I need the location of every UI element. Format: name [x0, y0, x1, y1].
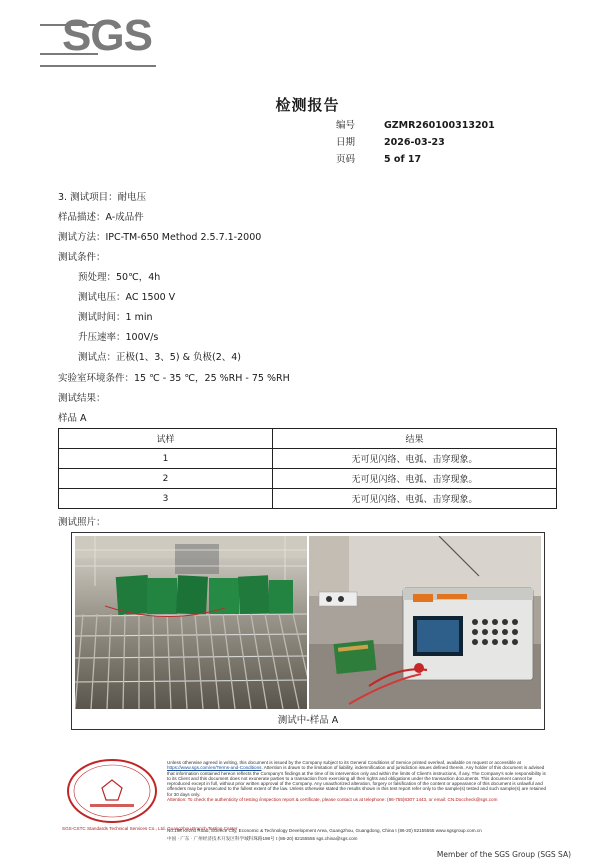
sample-label: 样品 A [58, 413, 87, 424]
report-date-row [336, 134, 445, 148]
seal-stamp [62, 756, 162, 826]
table-header-row [59, 429, 557, 449]
page-number-label: 页码 [336, 154, 356, 165]
disclaimer [167, 760, 547, 802]
ramp-rate: 升压速率：100V/s [78, 332, 159, 343]
terms-link[interactable]: https://www.sgs.com/en/Terms-and-Conditions [167, 765, 262, 771]
result-cell: 无可见闪络、电弧、击穿现象。 [273, 489, 557, 509]
specimen-cell: 1 [59, 449, 273, 469]
test-voltage: 测试电压：AC 1500 V [78, 292, 176, 303]
table-row [59, 469, 557, 489]
sgs-logo-text: SGS [62, 11, 152, 60]
test-item: 3. 测试项目：耐电压 [58, 192, 147, 203]
report-number-label: 编号 [336, 120, 356, 131]
report-date-label: 日期 [336, 137, 356, 148]
column-header-result: 结果 [273, 429, 557, 449]
page-number-row [336, 151, 421, 165]
result-cell: 无可见闪络、电弧、击穿现象。 [273, 469, 557, 489]
sample-description: 样品描述：A-成品件 [58, 212, 144, 223]
authenticity-notice: Attention: To check the authenticity of testing /inspection report & certificate, please contact us at telephone: (86-755)8307 1443, or email: CN.Doccheck@sgs.com [167, 797, 498, 803]
stamp-caption: SGS-CSTC Standards Technical Services Co., Ltd. Guangzhou Branch Testing Center [62, 826, 238, 831]
specimen-cell: 3 [59, 489, 273, 509]
page-number: 5 of 17 [384, 154, 422, 165]
oven-photo [75, 536, 307, 709]
pretreatment: 预处理：50℃，4h [78, 272, 161, 283]
specimen-cell: 2 [59, 469, 273, 489]
document-title: 检测报告 [275, 96, 340, 114]
tester-photo [309, 536, 541, 709]
lab-environment: 实验室环境条件：15 ℃ - 35 ℃，25 %RH - 75 %RH [58, 373, 290, 384]
member-note: Member of the SGS Group (SGS SA) [436, 850, 571, 859]
report-date: 2026-03-23 [384, 137, 445, 148]
photo-panel [71, 532, 545, 730]
table-row [59, 449, 557, 469]
test-photos-label: 测试照片： [58, 517, 106, 528]
report-number: GZMR260100313201 [384, 120, 495, 131]
test-points: 测试点：正极(1、3、5) & 负极(2、4) [78, 352, 241, 363]
results-table [58, 428, 557, 509]
address-en: No.198 Kezhu Road, Science City, Economic & Technology Development Area, Guangzhou, Guangdong, China t (86-20) 82155555 www.sgsgroup.com.cn [167, 828, 482, 833]
disclaimer-text-3: . Attention is drawn to the limitation of liability, indemnification and jurisdiction issues defined therein. Any holder of this document is advised that information contained hereon reflects the Company's findings at the time of its intervention only and within the limits of Client's instructions, if any. The Company's sole responsibility is to its Client and this document does not exonerate parties to a transaction from exercising all their rights and obligations under the transaction documents. This document cannot be reproduced except in full, without prior written approval of the Company. Any unauthorized alteration, forgery or falsification of the content or appearance of this document is unlawful and offenders may be prosecuted to the fullest extent of the law. Unless otherwise stated the results shown in this test report refer only to the sample(s) tested and such sample(s) are retained for 30 days only. [167, 765, 547, 797]
report-number-row [336, 117, 495, 131]
table-row [59, 489, 557, 509]
test-duration: 测试时间：1 min [78, 312, 153, 323]
disclaimer-text-1: Unless otherwise agreed in writing, this document is issued by the Company subject to its General Conditions of Service printed overleaf, [167, 760, 446, 765]
column-header-specimen: 试样 [59, 429, 273, 449]
result-cell: 无可见闪络、电弧、击穿现象。 [273, 449, 557, 469]
test-results-label: 测试结果： [58, 393, 106, 404]
test-method: 测试方法：IPC-TM-650 Method 2.5.7.1-2000 [58, 232, 262, 243]
photo-caption: 测试中-样品 A [277, 715, 339, 726]
address-cn: 中国 · 广东 · 广州经济技术开发区科学城科珠路198号 t (86-20) 82155555 sgs.china@sgs.com [167, 836, 358, 841]
test-conditions-label: 测试条件： [58, 252, 106, 263]
disclaimer-text-2: available on request or accessible at [446, 760, 521, 765]
